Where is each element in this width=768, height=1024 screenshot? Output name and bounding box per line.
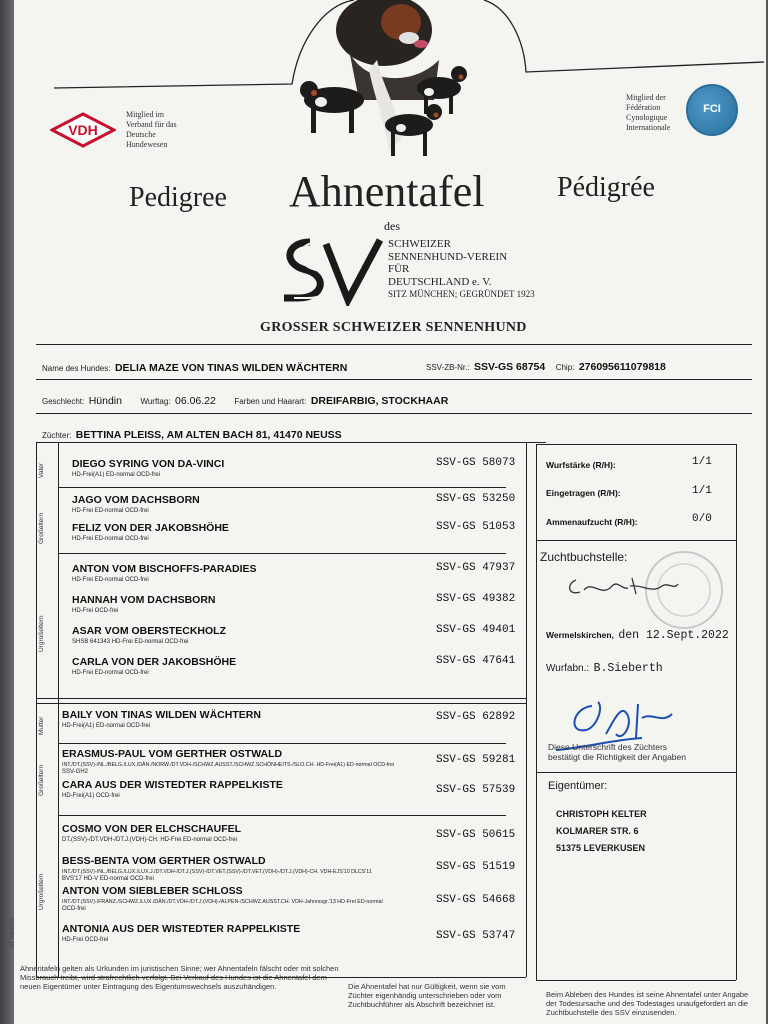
issue-date: den 12.Sept.2022 (618, 629, 729, 642)
right-panel-border (536, 980, 736, 981)
place-date-row (546, 625, 729, 643)
half-divider (36, 703, 526, 704)
place-label: Wermelskirchen, (546, 630, 614, 640)
zb-number: SSV-GS 68754 (474, 361, 546, 373)
ancestor-number: SSV-GS 51519 (436, 861, 516, 873)
registry-signature-icon (562, 570, 682, 602)
wurfabn-label: Wurfabn.: (546, 663, 590, 674)
ancestor-number: SSV-GS 47641 (436, 655, 516, 667)
ancestor-number: SSV-GS 58073 (436, 457, 516, 469)
litter-label: Wurfstärke (R/H): (546, 460, 616, 470)
divider (36, 442, 546, 443)
ancestor-number: SSV-GS 54668 (436, 894, 516, 906)
label-mutter: Mutter (38, 716, 45, 735)
label-vater: Vater (38, 462, 45, 478)
footer-right: Beim Ableben des Hundes ist seine Ahnentafel unter Angabe der Todesursache und des Todestages unaufgefordert an die Zuchtbuchstelle des SSV einzusenden. (546, 990, 749, 1017)
ancestor-health: HD-Frei(A1) ED-normal OCD-frei (72, 472, 161, 478)
ancestor-health: HD-Frei(A1) ED-normal OCD-frei (62, 723, 151, 729)
generation-divider (58, 815, 506, 816)
right-panel-divider (536, 540, 736, 541)
label-urgrosseltern-2: Urgroßeltern (38, 873, 45, 910)
right-panel-border (536, 444, 736, 445)
breeder-row (42, 425, 342, 443)
sex-row (42, 391, 448, 409)
fci-member-text: Mitglied der Fédération Cynologique Internationale (626, 93, 671, 132)
vdh-member-text: Mitglied im Verband für das Deutsche Hundewesen (126, 110, 177, 149)
ancestor-name: ANTONIA AUS DER WISTEDTER RAPPELKISTE (62, 923, 301, 935)
registry-label: Zuchtbuchstelle: (540, 550, 628, 564)
wurfabn-row (546, 658, 663, 676)
ancestor-number: SSV-GS 62892 (436, 711, 516, 723)
ancestor-name: ERASMUS-PAUL VOM GERTHER OSTWALD (62, 748, 283, 760)
title-pedigree-fr: Pédigrée (557, 172, 655, 203)
owner-address: CHRISTOPH KELTER KOLMARER STR. 6 51375 LEVERKUSEN (556, 809, 647, 853)
registered-label: Eingetragen (R/H): (546, 488, 621, 498)
ancestor-health: HD-Frei ED-normal OCD-frei (72, 577, 149, 583)
ancestor-number: SSV-GS 49382 (436, 593, 516, 605)
label-urgrosseltern-1: Urgroßeltern (38, 615, 45, 652)
divider (36, 379, 752, 380)
litter-value: 1/1 (692, 456, 712, 468)
breeder-value: BETTINA PLEISS, AM ALTEN BACH 81, 41470 NEUSS (75, 429, 342, 441)
divider (36, 413, 752, 414)
ancestor-health: HD-Frei ED-normal OCD-frei (72, 508, 149, 514)
whelped-label: Wurftag: (140, 397, 171, 406)
chip-number: 276095611079818 (578, 361, 666, 373)
label-grosseltern-2: Großeltern (38, 764, 45, 796)
ancestor-name: HANNAH VOM DACHSBORN (72, 594, 216, 606)
ancestor-health: BVS'17 HD-V ED-normal OCD-frei (62, 876, 154, 882)
foster-label: Ammenaufzucht (R/H): (546, 517, 638, 527)
ancestor-name: ANTON VOM BISCHOFFS-PARADIES (72, 563, 257, 575)
ancestor-health: HD-Frei OCD-frei (62, 937, 109, 943)
sex-value: Hündin (88, 395, 122, 407)
registered-value: 1/1 (692, 485, 712, 497)
title-pedigree: Pedigree (129, 182, 227, 213)
owner-label: Eigentümer: (548, 780, 608, 792)
ancestor-health: INT./DT.(SSV)-/FRANZ./SCHWZ./LUX./DÄN./DT.VDH-/DT.J.(VDH)-/ALPEN-/SCHWZ.AUSST.CH. VDH-Jahressgr.'13 HD-Frei ED-normal (62, 899, 383, 905)
dog-name-row (42, 358, 347, 376)
ancestor-number: SSV-GS 50615 (436, 829, 516, 841)
footer-middle: Die Ahnentafel hat nur Gültigkeit, wenn sie vom Züchter eigenhändig unterschrieben oder vom Zuchtbuchführer als Abschrift bezeichnet ist. (348, 982, 506, 1009)
right-panel-border (536, 444, 537, 980)
vdh-logo-text: VDH (68, 122, 98, 138)
ancestor-health: OCD-frei (62, 906, 86, 912)
sex-label: Geschlecht: (42, 397, 85, 406)
ancestor-health: HD-Frei ED-normal OCD-frei (72, 536, 149, 542)
ancestor-health: INT./DT.(SSV)-/NL./BELG./LUX./LUX.J./DT.VDH-/DT.J.(SSV)-/DT.VET.(SSV)-/DT.VET.(VDH)-/DT.J.(VDH)-CH. VDH-EJS'10 DLCS'11 (62, 869, 372, 875)
right-panel-divider (536, 772, 736, 773)
ancestor-number: SSV-GS 49401 (436, 624, 516, 636)
ssv-logo (276, 236, 384, 306)
zb-row (426, 357, 666, 375)
ancestor-health: SHSB 641343 HD-Frei ED-normal OCD-frei (72, 639, 189, 645)
foster-value: 0/0 (692, 513, 712, 525)
breeder-label: Züchter: (42, 431, 72, 440)
dog-name: DELIA MAZE VON TINAS WILDEN WÄCHTERN (114, 362, 348, 374)
footer-left: Ahnentafeln gelten als Urkunden im juristischen Sinne; wer Ahnentafeln fälscht oder mit solchen Missbrauch treibt, wird strafrechtlich verfolgt. Bei Verkauf des Hundes ist die Ahnentafel dem neuen Eigentümer unter Eintragung des Eigentumswechsels auszuhändigen. (20, 964, 339, 991)
chip-label: Chip: (555, 363, 575, 372)
ancestor-number: SSV-GS 59281 (436, 754, 516, 766)
ancestor-name: FELIZ VON DER JAKOBSHÖHE (72, 522, 229, 534)
ancestor-name: DIEGO SYRING VON DA-VINCI (72, 458, 225, 470)
divider (36, 344, 752, 345)
whelped-value: 06.06.22 (174, 395, 216, 407)
table-border (526, 442, 527, 977)
club-name: SCHWEIZER SENNENHUND-VEREIN FÜR DEUTSCHLAND e. V. SITZ MÜNCHEN; GEGRÜNDET 1923 (388, 238, 535, 299)
pedigree-sheet (10, 0, 766, 1024)
ancestor-name: BAILY VON TINAS WILDEN WÄCHTERN (62, 709, 261, 721)
club-seat: SITZ MÜNCHEN; GEGRÜNDET 1923 (388, 289, 535, 299)
fci-logo (686, 84, 738, 136)
form-code: AT 08/2020 (10, 917, 16, 948)
ancestor-health: HD-Frei ED-normal OCD-frei (72, 670, 149, 676)
ancestor-health: INT./DT.(SSV)-/NL./BELG./LUX./DÄN./NORW./DT.VDH-/SCHWZ.AUSST./SCHWZ.SCHÖNHEITS-/SLO.CH. HD-Frei(A1) ED-normal OCD-frei (62, 762, 395, 768)
table-border (58, 442, 59, 977)
ancestor-name: BESS-BENTA VOM GERTHER OSTWALD (62, 855, 266, 867)
color-label: Farben und Haarart: (234, 397, 307, 406)
ancestor-number: SSV-GS 51053 (436, 521, 516, 533)
vdh-logo (50, 112, 116, 148)
ancestor-health: DT.(SSV)-/DT.VDH-/DT.J.(VDH)-CH. HD-Frei ED-normal OCD-frei (62, 837, 237, 843)
ancestor-health: SSV-GH2 (62, 769, 89, 775)
label-grosseltern-1: Großeltern (38, 512, 45, 544)
photo-edge (0, 0, 14, 1024)
table-border (36, 442, 37, 977)
color-value: DREIFARBIG, STOCKHAAR (310, 395, 449, 407)
ancestor-name: COSMO VON DER ELCHSCHAUFEL (62, 823, 242, 835)
wurfabn-value: B.Sieberth (593, 662, 663, 675)
ancestor-number: SSV-GS 53747 (436, 930, 516, 942)
breed-name: GROSSER SCHWEIZER SENNENHUND (260, 320, 527, 335)
confirm-text: Diese Unterschrift des Züchters bestätigt die Richtigkeit der Angaben (548, 742, 686, 762)
generation-divider (58, 553, 506, 554)
ancestor-number: SSV-GS 53250 (436, 493, 516, 505)
ancestor-number: SSV-GS 47937 (436, 562, 516, 574)
right-panel-border (736, 444, 737, 980)
zb-label: SSV-ZB-Nr.: (426, 363, 470, 372)
ancestor-number: SSV-GS 57539 (436, 784, 516, 796)
dog-name-label: Name des Hundes: (42, 364, 111, 373)
ancestor-name: ANTON VOM SIEBLEBER SCHLOSS (62, 885, 243, 897)
generation-divider (58, 487, 506, 488)
ancestor-health: HD-Frei(A1) OCD-frei (62, 793, 120, 799)
ancestor-name: CARLA VON DER JAKOBSHÖHE (72, 656, 237, 668)
generation-divider (58, 743, 506, 744)
ancestor-name: JAGO VOM DACHSBORN (72, 494, 200, 506)
dog-illustration-icon (289, 0, 479, 165)
half-divider (36, 698, 526, 699)
ancestor-health: HD-Frei OCD-frei (72, 608, 119, 614)
ancestor-name: ASAR VOM OBERSTECKHOLZ (72, 625, 227, 637)
fci-logo-text: FCI (703, 103, 721, 115)
title-des: des (384, 219, 400, 233)
ancestor-name: CARA AUS DER WISTEDTER RAPPELKISTE (62, 779, 283, 791)
title-ahnentafel: Ahnentafel (289, 167, 485, 216)
